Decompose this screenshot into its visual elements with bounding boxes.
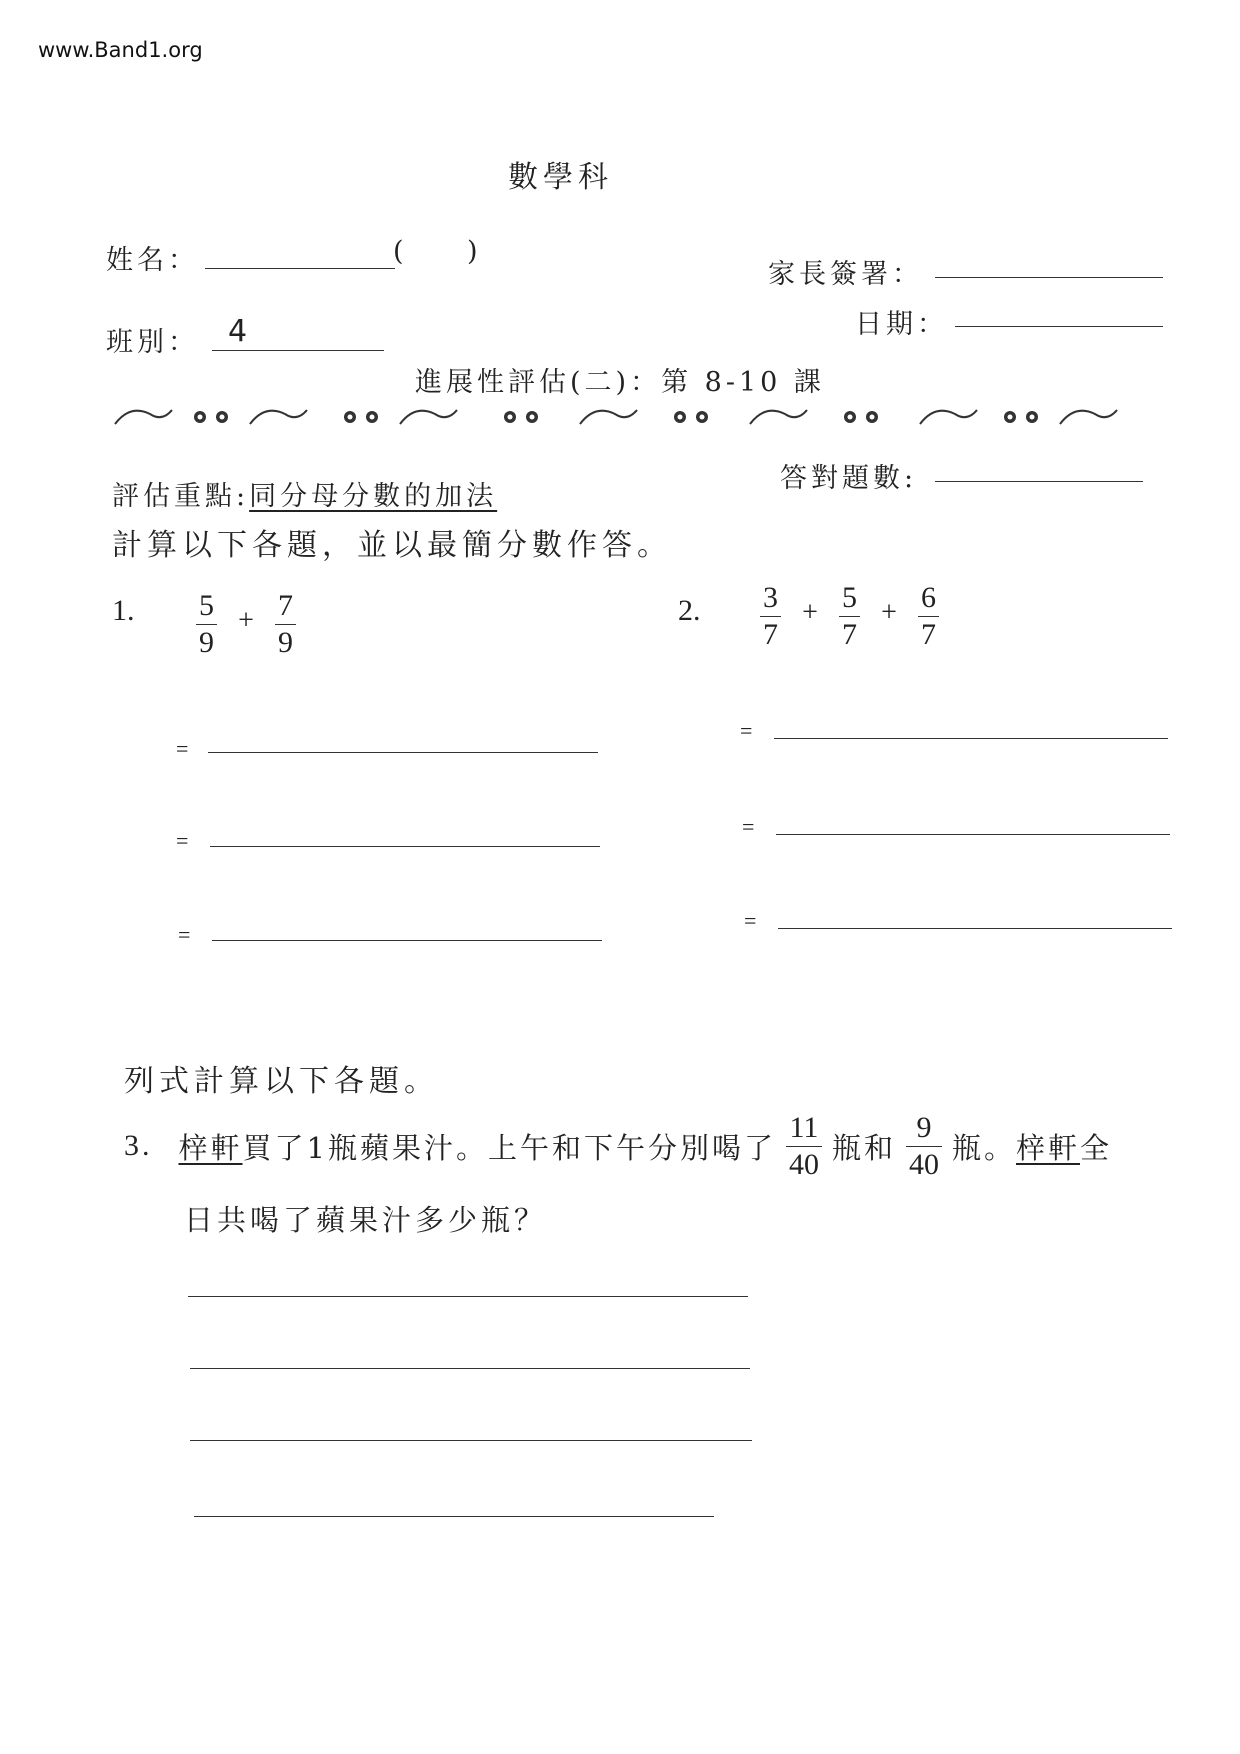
q3-name-2: 梓軒 xyxy=(1016,1130,1081,1165)
q1-answer-line-2[interactable] xyxy=(210,846,600,847)
q1-expression xyxy=(196,590,296,658)
class-number-open-paren: ( xyxy=(393,236,408,267)
q2-equals-3: = xyxy=(744,908,757,933)
q3-line-1 xyxy=(124,1112,1112,1180)
score-label: 答對題數: xyxy=(780,463,918,494)
q2-f2-numerator: 5 xyxy=(841,581,857,614)
instruction-1: 計算以下各題，並以最簡分數作答。 xyxy=(112,528,672,563)
q3-text-3: 瓶。 xyxy=(951,1130,1016,1165)
name-label: 姓名： xyxy=(106,245,199,276)
class-number-close-paren: ) xyxy=(467,236,482,267)
q1-answer-line-3[interactable] xyxy=(212,940,602,941)
q1-answer-line-1[interactable] xyxy=(208,752,598,753)
q3-number: 3. xyxy=(124,1129,153,1162)
date-line[interactable] xyxy=(955,326,1163,327)
q2-answer-line-2[interactable] xyxy=(776,834,1170,835)
parent-signature-line[interactable] xyxy=(935,277,1163,278)
instruction-2: 列式計算以下各題。 xyxy=(124,1064,439,1099)
q2-plus-1: + xyxy=(802,596,818,628)
focus-line xyxy=(112,474,497,513)
assessment-title: 進展性評估(二)：第 8-10 課 xyxy=(415,367,825,398)
q2-f1-denominator: 7 xyxy=(760,616,781,651)
q3-fraction-2 xyxy=(906,1112,942,1180)
q2-number: 2. xyxy=(678,594,701,627)
q3-working-line-1[interactable] xyxy=(188,1296,748,1297)
q3-name-1: 梓軒 xyxy=(178,1130,243,1165)
q2-answer-line-3[interactable] xyxy=(778,928,1172,929)
q3-fraction-1 xyxy=(786,1112,822,1180)
q3-f1-denominator: 40 xyxy=(786,1146,822,1181)
q2-f2-denominator: 7 xyxy=(839,616,860,651)
q3-text-2: 瓶和 xyxy=(831,1130,896,1165)
focus-value: 同分母分數的加法 xyxy=(249,481,498,512)
q1-f1-numerator: 5 xyxy=(199,589,214,622)
parent-signature-label: 家長簽署： xyxy=(768,259,923,290)
q2-f3-denominator: 7 xyxy=(918,616,939,651)
q1-plus: + xyxy=(238,604,254,636)
focus-label: 評估重點: xyxy=(112,481,250,512)
class-value: 4 xyxy=(228,314,248,349)
q2-answer-line-1[interactable] xyxy=(774,738,1168,739)
q3-working-line-4[interactable] xyxy=(194,1516,714,1517)
q1-equals-3: = xyxy=(178,922,191,947)
q2-f3-numerator: 6 xyxy=(920,581,936,614)
q1-f2-denominator: 9 xyxy=(275,624,296,659)
q1-f2-numerator: 7 xyxy=(277,589,293,622)
name-field-line[interactable] xyxy=(205,268,395,269)
q3-text-1: 買了1瓶蘋果汁。上午和下午分別喝了 xyxy=(242,1130,776,1165)
q3-working-line-3[interactable] xyxy=(190,1440,752,1441)
q2-equals-1: = xyxy=(740,718,753,743)
date-label: 日期： xyxy=(855,309,948,340)
class-label: 班別： xyxy=(106,327,199,358)
score-line[interactable] xyxy=(935,481,1143,482)
q3-f1-numerator: 11 xyxy=(789,1111,819,1144)
q2-plus-2: + xyxy=(881,596,897,628)
q1-equals-2: = xyxy=(176,828,189,853)
q2-f1-numerator: 3 xyxy=(763,581,778,614)
subject-title: 數學科 xyxy=(508,160,613,195)
class-field-line[interactable] xyxy=(212,350,384,351)
q3-line-2: 日共喝了蘋果汁多少瓶？ xyxy=(184,1203,548,1237)
q2-fraction-3 xyxy=(918,582,939,650)
q1-fraction-2 xyxy=(275,590,296,658)
q1-f1-denominator: 9 xyxy=(196,624,217,659)
q3-text-4: 全 xyxy=(1080,1130,1113,1165)
q1-number: 1. xyxy=(112,594,135,627)
q3-working-line-2[interactable] xyxy=(190,1368,750,1369)
q2-fraction-1 xyxy=(760,582,781,650)
q3-f2-numerator: 9 xyxy=(916,1111,932,1144)
q1-fraction-1 xyxy=(196,590,217,658)
watermark-url: www.Band1.org xyxy=(38,38,203,62)
q3-f2-denominator: 40 xyxy=(906,1146,942,1181)
q2-fraction-2 xyxy=(839,582,860,650)
q2-equals-2: = xyxy=(742,814,755,839)
q1-equals-1: = xyxy=(176,736,189,761)
q2-expression xyxy=(760,582,939,650)
decorative-border xyxy=(110,402,1140,432)
